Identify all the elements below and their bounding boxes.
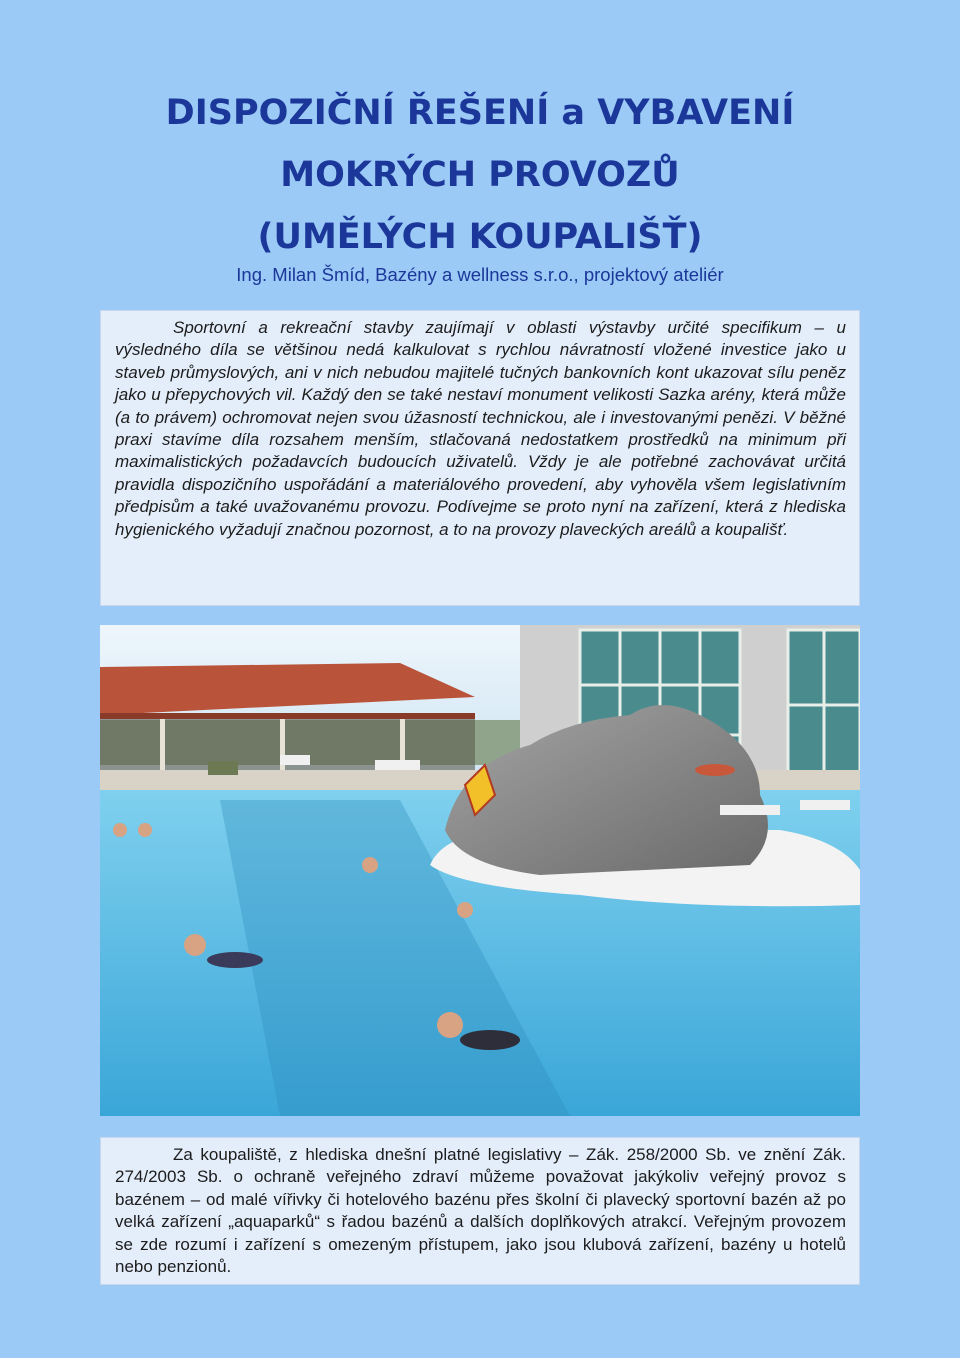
title-line-1: DISPOZIČNÍ ŘEŠENÍ a VYBAVENÍ (165, 93, 795, 133)
pool-illustration (100, 625, 860, 1116)
roof-fascia (100, 713, 475, 719)
title-line-2: MOKRÝCH PROVOZŮ (280, 155, 680, 195)
intro-paragraph: Sportovní a rekreační stavby zaujímají v oblasti výstavby určité specifikum – u výsledného díla se většinou nedá kalkulovat s rychlou návratností vložené investice jako u staveb průmyslových, ani v nich nebudou majitelé tučných bankovních kont ukazovat sílu peněz jako u přepychových vil. Každý den se také nestaví monument velikosti Sazka arény, která může (a to právem) ochromovat nejen svou úžasností technickou, ale i investovanými penězi. V běžné praxi stavíme díla rozsahem menším, stlačovaná nedostatkem prostředků na minimum při maximalistických požadavcích budoucích uživatelů. Vždy je ale potřebné zachovávat určitá pravidla dispozičního uspořádání a materiálového provedení, aby vyhověla všem legislativním předpisům a také uvažovanému provozu. Podívejme se proto nyní na zařízení, která z hlediska hygienického vyžadují značnou pozornost, a to na provozy plaveckých areálů a koupališť. (115, 318, 846, 539)
title-line-3: (UMĚLÝCH KOUPALIŠŤ) (257, 217, 703, 257)
author-byline: Ing. Milan Šmíd, Bazény a wellness s.r.o., projektový ateliér (236, 264, 724, 285)
document-title (0, 82, 960, 268)
pool-photo (100, 625, 860, 1116)
intro-text-box (100, 310, 860, 606)
outro-paragraph: Za koupaliště, z hlediska dnešní platné legislativy – Zák. 258/2000 Sb. ve znění Zák. 274/2003 Sb. o ochraně veřejného zdraví můžeme považovat jakýkoliv veřejný provoz s bazénem – od malé vířivky či hotelového bazénu přes školní či plavecký sportovní bazén až po velká zařízení „aquaparků“ s řadou bazénů a dalších doplňkových atrakcí. Veřejným provozem se zde rozumí i zařízení s omezeným přístupem, jako jsou klubová zařízení, bazény u hotelů nebo penzionů. (115, 1145, 846, 1277)
outro-text-box (100, 1137, 860, 1285)
